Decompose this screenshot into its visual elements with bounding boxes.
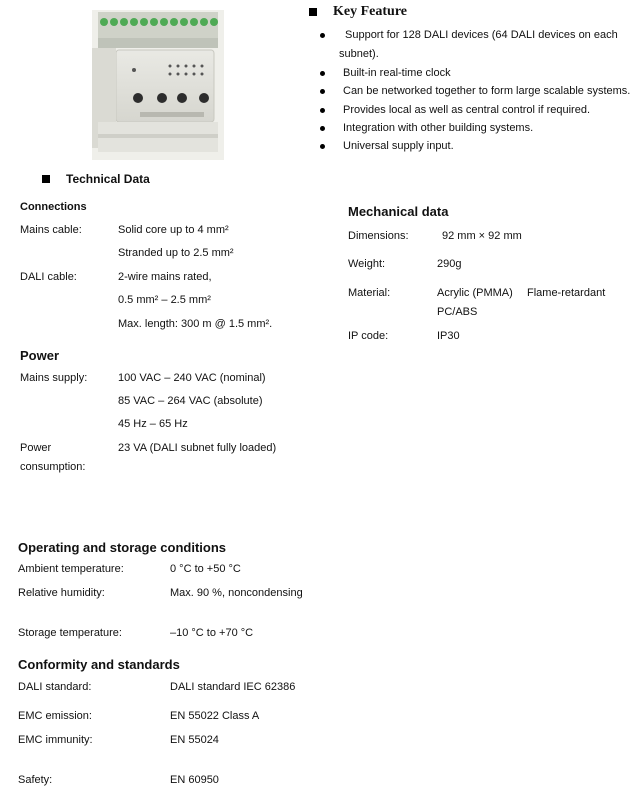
humidity-label: Relative humidity: <box>18 587 105 599</box>
dali-standard-value: DALI standard IEC 62386 <box>170 681 296 693</box>
material-value: Flame-retardant <box>527 287 606 299</box>
feature-item: Universal supply input. <box>343 140 454 152</box>
key-feature-title: Key Feature <box>333 4 407 19</box>
ip-code-value: IP30 <box>437 330 460 342</box>
feature-item: Integration with other building systems. <box>343 122 534 134</box>
feature-item: Built-in real-time clock <box>343 67 451 79</box>
bullet-dot <box>320 89 325 94</box>
weight-label: Weight: <box>348 258 386 270</box>
mains-supply-label: Mains supply: <box>20 372 88 384</box>
storage-temp-label: Storage temperature: <box>18 627 122 639</box>
mains-cable-value: Stranded up to 2.5 mm² <box>118 247 234 259</box>
operating-heading: Operating and storage conditions <box>18 540 227 555</box>
dali-cable-value: Max. length: 300 m @ 1.5 mm². <box>118 318 273 330</box>
safety-value: EN 60950 <box>170 774 219 786</box>
dimensions-label: Dimensions: <box>348 230 409 242</box>
material-value: PC/ABS <box>437 306 478 318</box>
power-consumption-value: 23 VA (DALI subnet fully loaded) <box>118 442 277 454</box>
dali-cable-label: DALI cable: <box>20 271 77 283</box>
storage-temp-value: –10 °C to +70 °C <box>170 627 254 639</box>
mains-supply-value: 85 VAC – 264 VAC (absolute) <box>118 395 263 407</box>
dali-standard-label: DALI standard: <box>18 681 92 693</box>
bullet-dot <box>320 71 325 76</box>
mains-supply-value: 100 VAC – 240 VAC (nominal) <box>118 372 266 384</box>
dimensions-value: 92 mm × 92 mm <box>442 230 522 242</box>
connections-heading: Connections <box>20 201 87 213</box>
feature-item: Provides local as well as central control if required. <box>343 104 591 116</box>
dali-cable-value: 0.5 mm² – 2.5 mm² <box>118 294 211 306</box>
humidity-value: Max. 90 %, noncondensing <box>170 587 303 599</box>
conformity-heading: Conformity and standards <box>18 657 180 672</box>
technical-title: Technical Data <box>66 172 150 186</box>
mains-cable-label: Mains cable: <box>20 224 82 236</box>
mains-cable-value: Solid core up to 4 mm² <box>118 224 229 236</box>
power-consumption-label: Power <box>20 442 52 454</box>
technical-bullet <box>42 175 50 183</box>
emc-emission-value: EN 55022 Class A <box>170 710 260 722</box>
power-consumption-label: consumption: <box>20 461 86 473</box>
power-heading: Power <box>20 348 60 363</box>
material-value: Acrylic (PMMA) <box>437 287 513 299</box>
feature-item: Support for 128 DALI devices (64 DALI devices on each <box>345 29 618 41</box>
emc-immunity-value: EN 55024 <box>170 734 219 746</box>
feature-item-cont: subnet). <box>339 48 379 60</box>
safety-label: Safety: <box>18 774 53 786</box>
feature-item: Can be networked together to form large scalable systems. <box>343 85 631 97</box>
ambient-temp-value: 0 °C to +50 °C <box>170 563 241 575</box>
bullet-dot <box>320 144 325 149</box>
bullet-dot <box>320 126 325 131</box>
mechanical-heading: Mechanical data <box>348 204 449 219</box>
ambient-temp-label: Ambient temperature: <box>18 563 124 575</box>
emc-emission-label: EMC emission: <box>18 710 92 722</box>
product-image <box>78 4 230 162</box>
material-label: Material: <box>348 287 391 299</box>
key-feature-bullet <box>309 8 317 16</box>
dali-cable-value: 2-wire mains rated, <box>118 271 212 283</box>
bullet-dot <box>320 108 325 113</box>
bullet-dot <box>320 33 325 38</box>
emc-immunity-label: EMC immunity: <box>18 734 93 746</box>
ip-code-label: IP code: <box>348 330 389 342</box>
mains-supply-value: 45 Hz – 65 Hz <box>118 418 188 430</box>
weight-value: 290g <box>437 258 462 270</box>
